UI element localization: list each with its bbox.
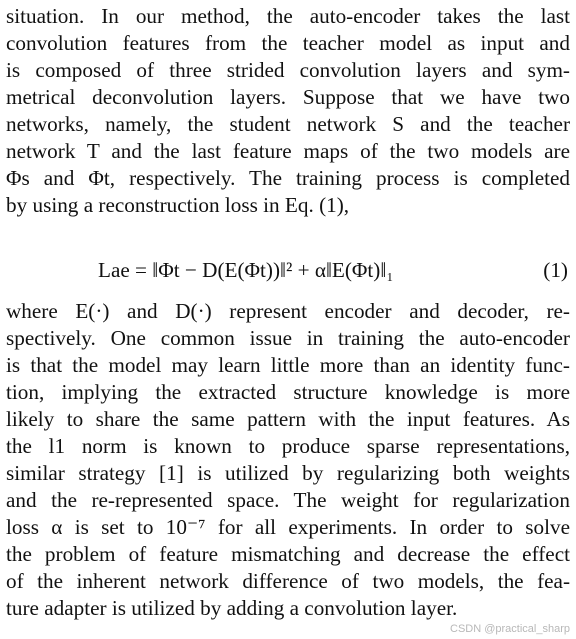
text-line: spectively. One common issue in training the auto-encoder [6,326,570,350]
text-line: and the re-represented space. The weight for regularization [6,488,570,512]
text-line: convolution features from the teacher model as input and [6,31,570,55]
paragraph-2 [6,298,570,622]
text-line: the l1 norm is known to produce sparse representations, [6,434,570,458]
text-line: likely to share the same pattern with the input features. As [6,407,570,431]
text-line: is composed of three strided convolution layers and sym- [6,58,570,82]
text-line: network T and the last feature maps of the two models are [6,139,570,163]
paragraph-1 [6,3,570,219]
watermark: CSDN @practical_sharp [450,623,570,635]
text-line: by using a reconstruction loss in Eq. (1), [6,193,350,217]
text-line: is that the model may learn little more than an identity func- [6,353,570,377]
text-line: Φs and Φt, respectively. The training process is completed [6,166,570,190]
text-line: of the inherent network difference of two models, the fea- [6,569,570,593]
text-line: where E(·) and D(·) represent encoder and decoder, re- [6,299,570,323]
equation-number: (1) [543,258,568,282]
text-line: similar strategy [1] is utilized by regularizing both weights [6,461,570,485]
text-line: networks, namely, the student network S and the teacher [6,112,570,136]
equation-body: Lae = ‖Φt − D(E(Φt))‖² + α‖E(Φt)‖₁ [98,258,394,282]
text-line: metrical deconvolution layers. Suppose that we have two [6,85,570,109]
text-line: situation. In our method, the auto-encoder takes the last [6,4,570,28]
text-line: tion, implying the extracted structure knowledge is more [6,380,570,404]
equation-1 [6,258,570,288]
text-line: loss α is set to 10⁻⁷ for all experiments. In order to solve [6,515,570,539]
text-line: ture adapter is utilized by adding a convolution layer. [6,596,458,620]
text-line: the problem of feature mismatching and decrease the effect [6,542,570,566]
